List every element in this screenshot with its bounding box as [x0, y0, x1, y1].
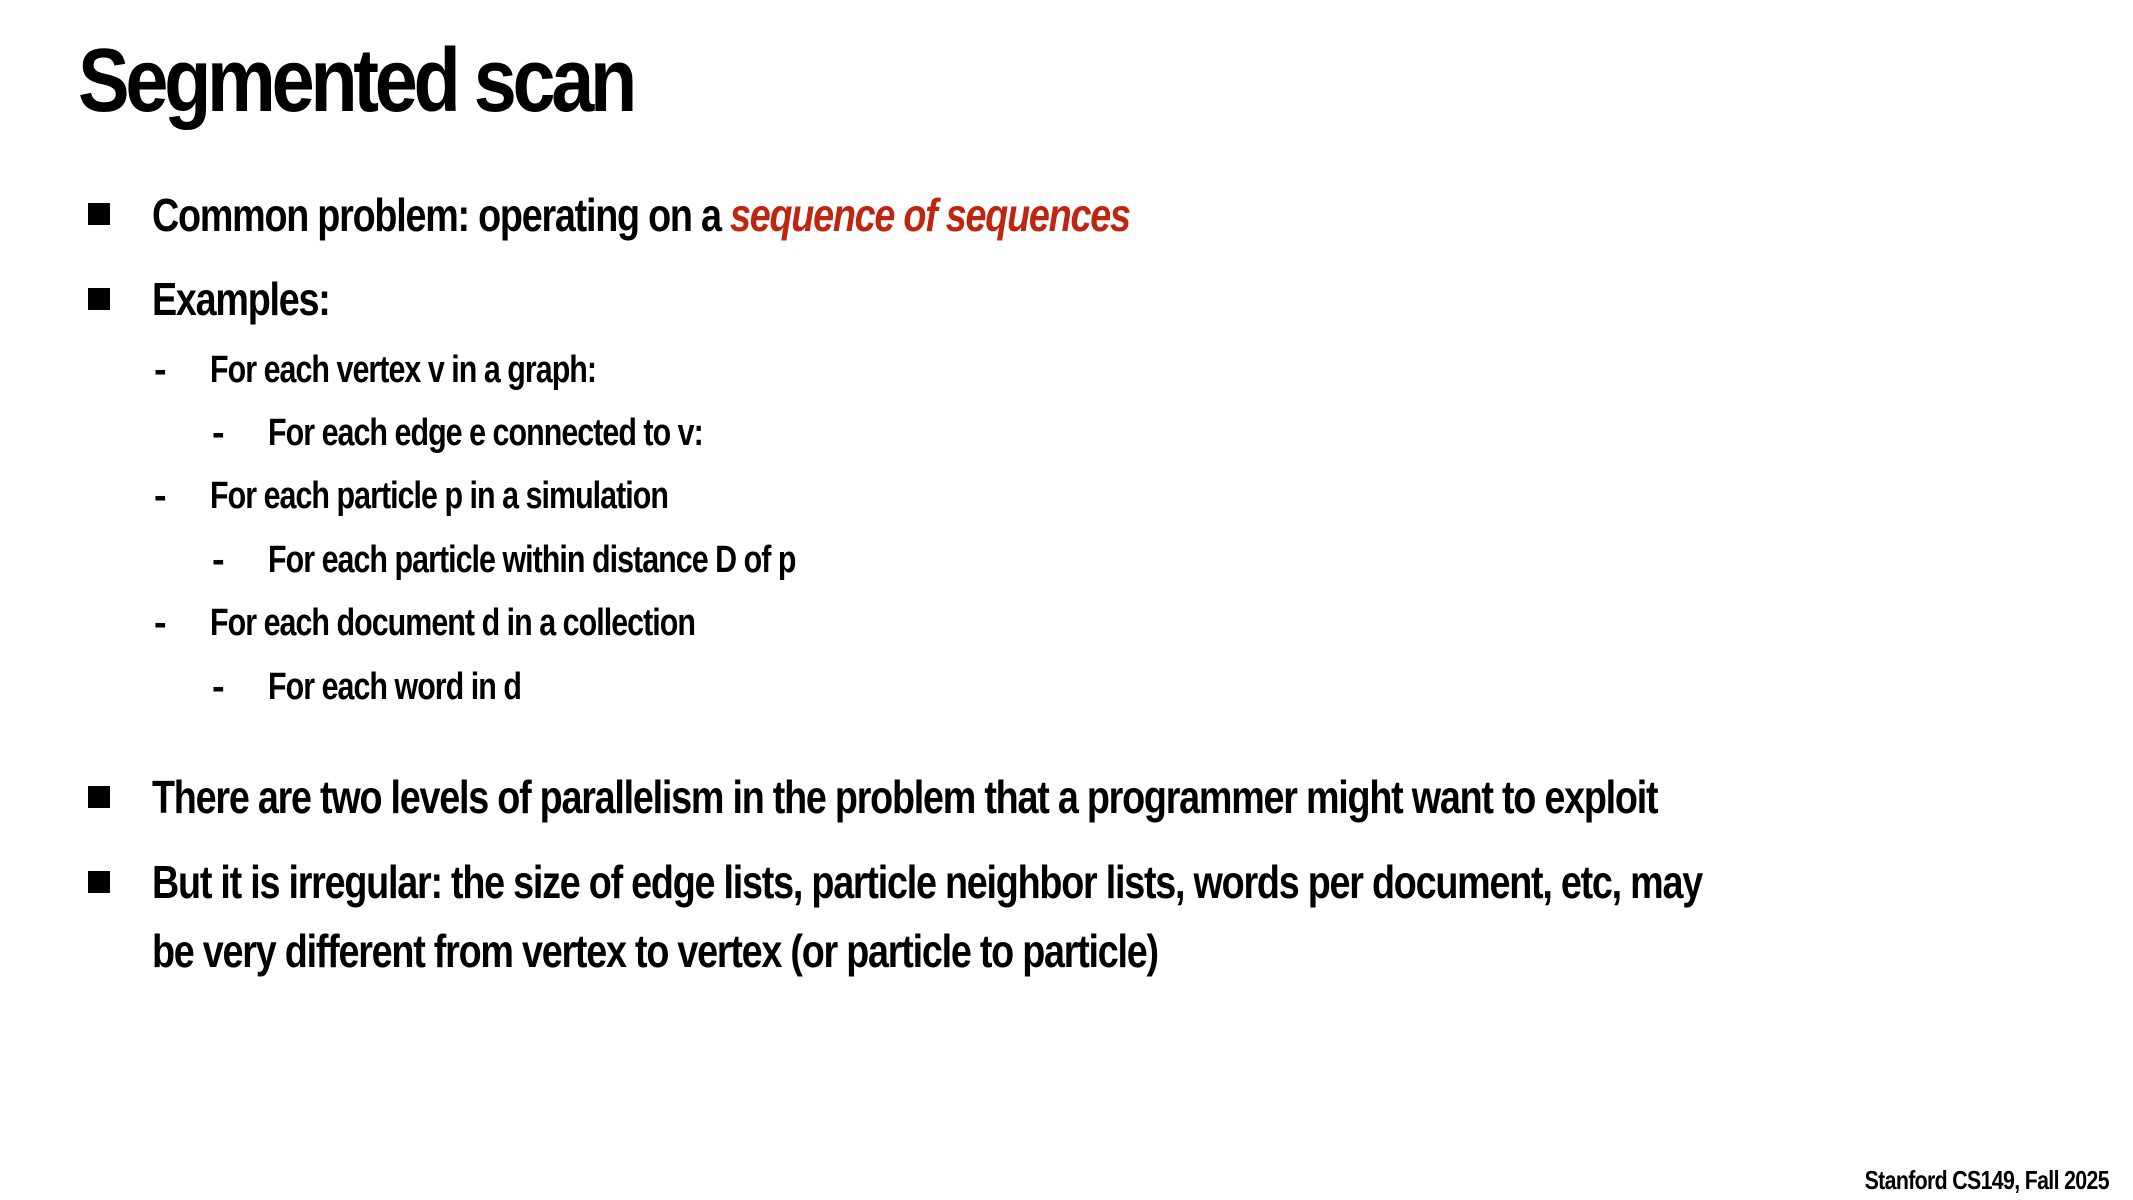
dash-icon: -	[212, 412, 225, 454]
slide-title: Segmented scan	[78, 31, 633, 131]
example-subitem: For each word in d	[268, 666, 521, 708]
bullet-text: Common problem: operating on a	[152, 189, 730, 241]
bullet-square-icon	[88, 871, 110, 893]
dash-icon: -	[212, 539, 225, 581]
example-item: For each particle p in a simulation	[210, 475, 668, 517]
dash-icon: -	[154, 475, 167, 517]
bullet-parallelism: There are two levels of parallelism in the problem that a programmer might want to exploit	[152, 771, 1658, 823]
example-item: For each document d in a collection	[210, 602, 695, 644]
bullet-square-icon	[88, 203, 110, 225]
bullet-examples: Examples:	[152, 273, 330, 325]
example-item: For each vertex v in a graph:	[210, 349, 597, 391]
bullet-irregular-line2: be very different from vertex to vertex (or particle to particle)	[152, 925, 1158, 977]
highlight-text: sequence of sequences	[729, 189, 1130, 241]
bullet-square-icon	[88, 786, 110, 808]
footer-course-label: Stanford CS149, Fall 2025	[1864, 1165, 2109, 1195]
example-subitem: For each edge e connected to v:	[268, 412, 703, 454]
dash-icon: -	[154, 349, 167, 391]
bullet-common-problem	[152, 180, 1130, 250]
bullet-irregular-line1: But it is irregular: the size of edge lists, particle neighbor lists, words per document, etc, may	[152, 856, 1702, 908]
dash-icon: -	[154, 602, 167, 644]
bullet-square-icon	[88, 288, 110, 310]
dash-icon: -	[212, 666, 225, 708]
example-subitem: For each particle within distance D of p	[268, 539, 796, 581]
